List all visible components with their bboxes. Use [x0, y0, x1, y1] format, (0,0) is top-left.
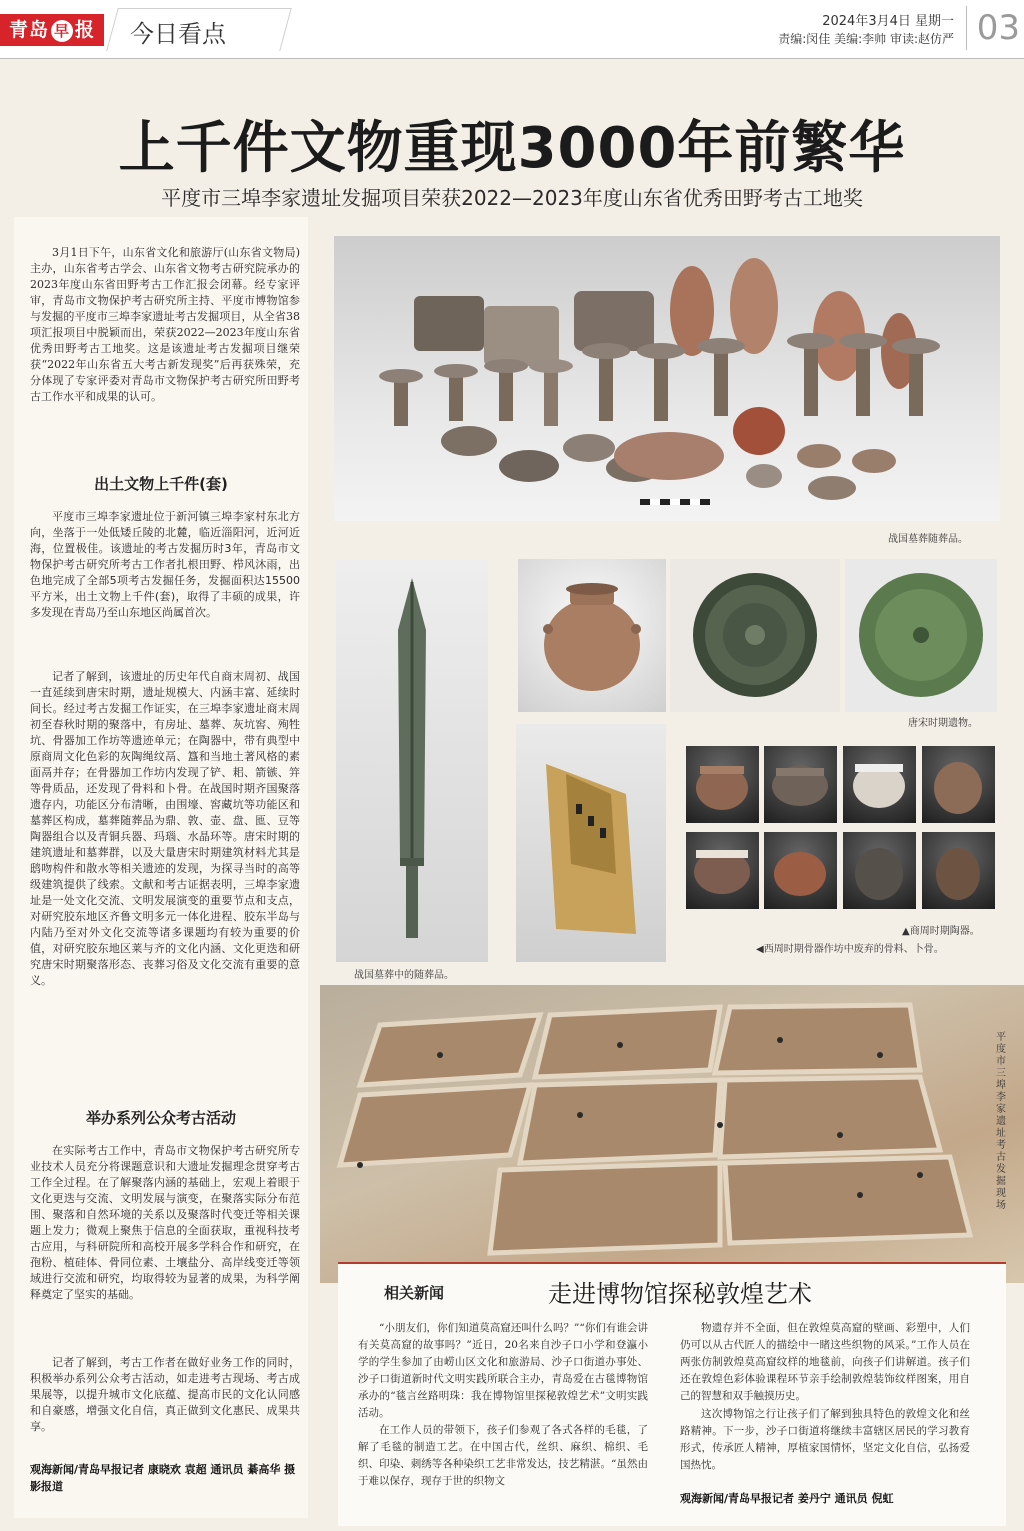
logo-text: 青岛: [8, 19, 49, 41]
pottery-illustration: [686, 746, 759, 823]
related-news-tag: 相关新闻: [384, 1284, 445, 1302]
pottery-photo: [843, 746, 916, 823]
warring-states-artifacts-photo: [334, 236, 1000, 521]
issue-date: 2024年3月4日 星期一: [822, 14, 954, 29]
lead-paragraph: 3月1日下午，山东省文化和旅游厅(山东省文物局)主办，山东省考古学会、山东省文物考古研究院承办的2023年度山东省田野考古工作汇报会闭幕。经专家评审，青岛市文物保护考古研究所主持、平度市博物馆参与发掘的平度市三埠李家遗址考古发掘项目，从全省38项汇报项目中脱颖而出，荣获2022—2023年度山东省优秀田野考古工地奖。这是该遗址考古发掘项目继荣获“2022年山东省五大考古新发现奖”后再获殊荣，充分体现了专家评委对青岛市文物保护考古研究所田野考古工作水平和成果的认可。: [30, 246, 300, 403]
pottery-illustration: [764, 832, 837, 909]
logo-circle: 早: [51, 20, 73, 42]
pottery-photo: [686, 832, 759, 909]
pottery-illustration: [922, 832, 995, 909]
jar-illustration: [518, 559, 666, 712]
caption-site: 平度市三埠李家遗址考古发掘现场: [996, 1032, 1006, 1211]
pottery-photo: [686, 746, 759, 823]
pottery-photo: [843, 832, 916, 909]
page-number: 03: [966, 6, 1020, 50]
section-label: 今日看点: [130, 20, 226, 48]
headline: 上千件文物重现3000年前繁华: [118, 116, 906, 181]
mirror-illustration: [670, 559, 840, 712]
caption-tang-song: 唐宋时期遗物。: [908, 718, 978, 729]
caption-west-zhou-bone: ◀西周时期骨器作坊中废弃的骨料、卜骨。: [756, 944, 944, 955]
pottery-illustration: [843, 746, 916, 823]
caption-warring-states-tomb: 战国墓葬中的随葬品。: [354, 970, 454, 981]
mirror2-illustration: [845, 559, 997, 712]
caption-shang-pottery: ▲商周时期陶器。: [902, 926, 980, 937]
related-paragraph: 这次博物馆之行让孩子们了解到独具特色的敦煌文化和丝路精神。下一步，沙子口街道将继续丰富辖区居民的学习教育形式，传承匠人精神，厚植家国情怀，坚定文化自信，弘扬爱国热忱。: [680, 1408, 970, 1471]
section-heading-public-activities: 举办系列公众考古活动: [85, 1109, 236, 1127]
related-news-box: [338, 1262, 1006, 1526]
caption-warring-states-artifacts: 战国墓葬随葬品。: [888, 534, 968, 545]
pottery-illustration: [764, 746, 837, 823]
article-byline: 观海新闻/青岛早报记者 康晓欢 袁超 通讯员 綦高华 摄影报道: [30, 1463, 296, 1493]
pottery-illustration: [686, 832, 759, 909]
related-byline: 观海新闻/青岛早报记者 姜丹宁 通讯员 倪虹: [680, 1492, 894, 1505]
artifacts-illustration: [334, 236, 1000, 521]
excavation-site-photo: [320, 985, 1024, 1283]
related-paragraph: 在工作人员的带领下，孩子们参观了各式各样的毛毯，了解了毛毯的制造工艺。在中国古代，丝织、麻织、棉织、毛织、印染、刺绣等各种染织工艺非常发达，技艺精湛。“虽然由于难以保存，现存于世的织物文: [358, 1424, 648, 1487]
subheadline: 平度市三埠李家遗址发掘项目荣获2022—2023年度山东省优秀田野考古工地奖: [161, 186, 863, 210]
body-paragraph: 平度市三埠李家遗址位于新河镇三埠李家村东北方向，坐落于一处低矮丘陵的北麓，临近淄阳河，近河近海，位置极佳。该遗址的考古发掘历时3年，青岛市文物保护考古研究所考古工作者扎根田野、栉风沐雨，出色地完成了全部5项考古发掘任务，发掘面积达15500平方米，出土文物上千件(套)，取得了丰硕的成果，许多发现在青岛乃至山东地区尚属首次。: [30, 510, 300, 619]
pottery-illustration: [843, 832, 916, 909]
body-paragraph: 记者了解到，该遗址的历史年代自商末周初、战国一直延续到唐宋时期，遗址规模大、内涵丰富、延续时间长。经过考古发掘工作证实，在三埠李家遗址商末周初至春秋时期的聚落中，有房址、墓葬、灰坑窖、殉牲坑、骨器加工作坊等遗迹单元；在陶器中，带有典型中原商周文化色彩的灰陶绳纹鬲、簋和当地土著风格的素面鬲并存；在骨器加工作坊内发现了铲、耜、箭镞、笄等骨质品，还发现了骨料和卜骨。在战国时期齐国聚落遗存内，功能区分布清晰，由围壕、窖藏坑等功能区和墓葬区构成，墓葬随葬品为鼎、敦、壶、盘、匜、豆等陶器组合以及青铜兵器、玛瑙、水晶环等。唐宋时期的建筑遗址和墓葬群，以及大量唐宋时期建筑材料尤其是鸱吻构件和散水等相关遗迹的发现，为探寻当时的高等级建筑提供了线索。文献和考古证据表明，三埠李家遗址是一处文化交流、文明发展演变的重要节点和支点，对研究胶东地区齐鲁文明多元一体化进程、胶东半岛与内陆乃至对外文化交流等诸多课题均有较为重要的价值，对研究胶东地区莱与齐的文化内涵、文化更迭和研究唐宋时期聚落形态、丧葬习俗及文化交流有重要的意义。: [30, 670, 300, 987]
related-paragraph: “小朋友们，你们知道莫高窟还叫什么吗？”“你们有谁会讲有关莫高窟的故事吗？”近日，20名来自沙子口小学和登瀛小学的学生参加了由崂山区文化和旅游局、沙子口街道办事处、沙子口街道新时代文明实践所联合主办，青岛爱在古毯博物馆承办的“毯言丝路明珠：我在博物馆里探秘敦煌艺术”文明实践活动。: [358, 1322, 648, 1419]
editors-credit: 责编:闵佳 美编:李帅 审读:赵仿严: [778, 32, 954, 46]
sword-illustration: [336, 560, 488, 962]
article-column: [14, 217, 308, 1518]
bronze-sword-photo: [336, 560, 488, 962]
pottery-photo: [764, 832, 837, 909]
pottery-photo: [922, 832, 995, 909]
site-illustration: [320, 985, 1024, 1283]
section-heading-artifacts: 出土文物上千件(套): [94, 475, 228, 493]
bone-illustration: [516, 724, 666, 962]
bronze-mirror-photo: [670, 559, 840, 712]
bone-fragment-photo: [516, 724, 666, 962]
body-paragraph: 记者了解到，考古工作者在做好业务工作的同时，积极举办系列公众考古活动，如走进考古现场、考古成果展等，以提升城市文化底蕴、提高市民的文化认同感和自豪感，增强文化自信，真正做到文化惠民、成果共享。: [30, 1356, 300, 1433]
pottery-jar-photo: [518, 559, 666, 712]
logo-tail: 报: [75, 19, 96, 41]
pottery-illustration: [922, 746, 995, 823]
green-bronze-mirror-photo: [845, 559, 997, 712]
body-paragraph: 在实际考古工作中，青岛市文物保护考古研究所专业技术人员充分将课题意识和大遗址发掘理念贯穿考古工作全过程。在了解聚落内涵的基础上，宏观上着眼于文化更迭与交流、文明发展与演变，在聚落实际分布范围、聚落和自然环境的关系以及聚落时代变迁等相关课题上发力；微观上聚焦于信息的全面获取，重视科技考古应用，与科研院所和高校开展多学科合作和研究，在孢粉、植硅体、骨同位素、土壤盐分、高岸线变迁等领域进行交流和研究，均取得较为显著的成果，为科学阐释奠定了坚实的基础。: [30, 1144, 300, 1301]
related-paragraph: 物遗存并不全面，但在敦煌莫高窟的壁画、彩塑中，人们仍可以从古代匠人的描绘中一睹这些织物的风采。”工作人员在两张仿制敦煌莫高窟纹样的地毯前，向孩子们讲解道。孩子们还在敦煌色彩体验课程环节亲手绘制敦煌装饰纹样图案，用自己的智慧和双手触摸历史。: [680, 1322, 970, 1402]
pottery-photo: [922, 746, 995, 823]
newspaper-logo: [0, 14, 104, 46]
page-header: [0, 0, 1024, 59]
related-news-title: 走进博物馆探秘敦煌艺术: [548, 1280, 812, 1308]
pottery-photo: [764, 746, 837, 823]
